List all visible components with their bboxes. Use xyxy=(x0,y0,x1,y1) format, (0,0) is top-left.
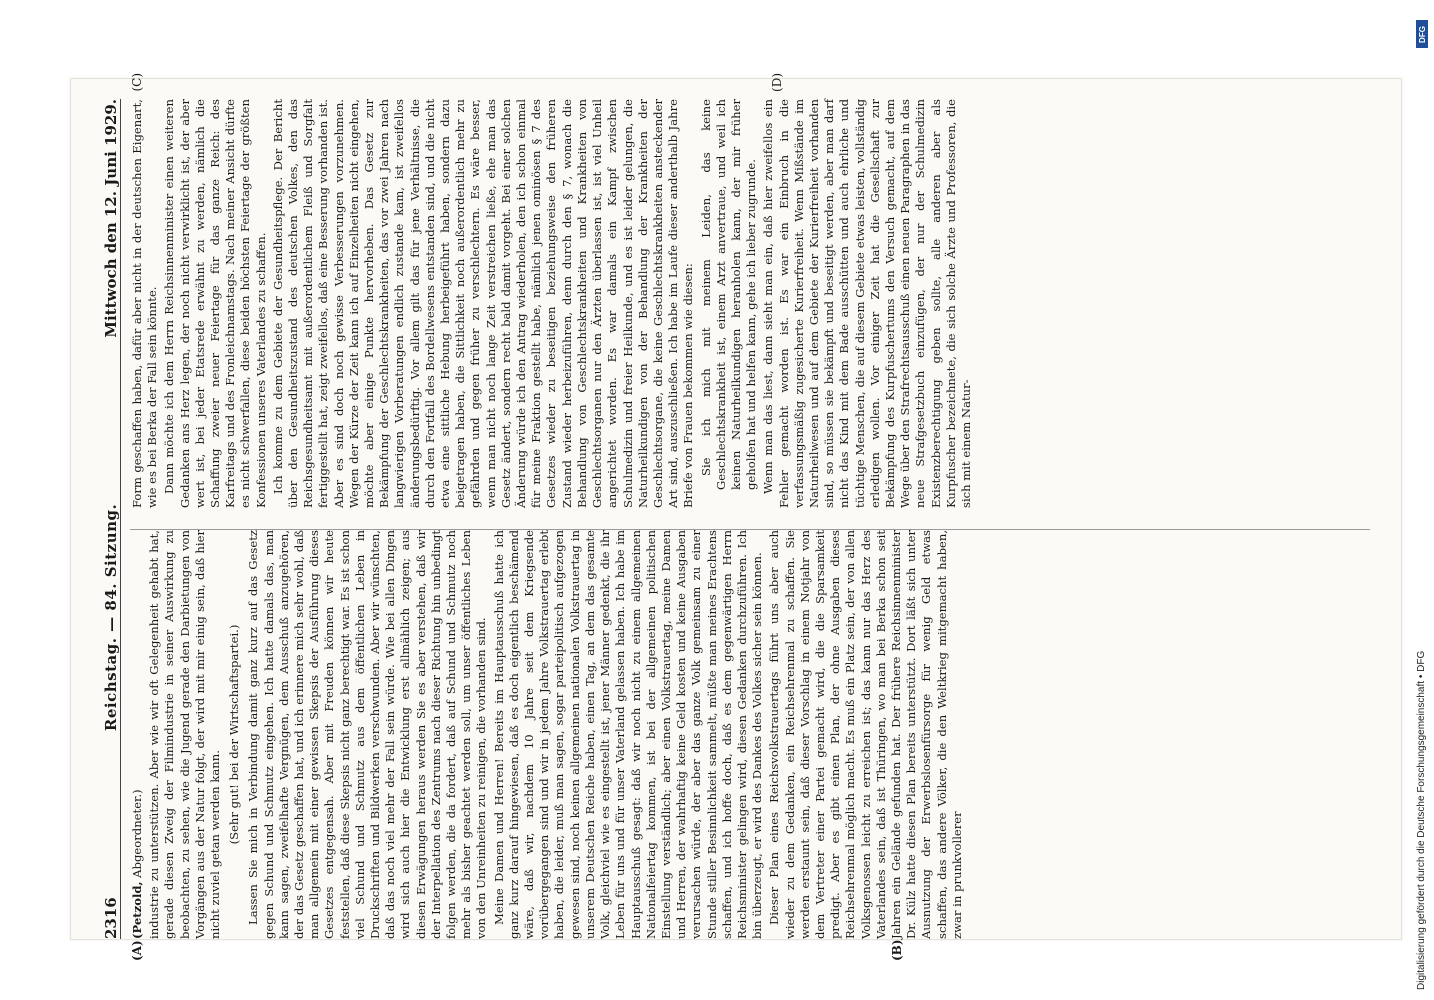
paragraph: Dieser Plan eines Reichsvolkstrauertags führt uns aber auch wieder zu dem Gedanken, ein Reichsehrenmal zu schaffen. Sie werden erstaunt sein, daß dieser Vorschlag in einem Notjahr von dem Vertreter einer Partei gemacht wird, die die Sparsamkeit predigt. Aber es gibt einen Plan, der ohne Ausgaben dieses Reichsehrenmal möglich macht. Es muß ein Platz sein, der von allen Volksgenossen leicht zu erreichen ist; das kann nur das Herz des Vaterlandes sein, daß ist Thüringen, wo man bei Berka schon seit Jahren ein Gelände gefunden hat. Der frühere Reichsinnenminister Dr. Külz hatte diesen Plan bereits unterstützt. Dort läßt sich unter Ausnutzung der Erwerbslosenfürsorge für wenig Geld etwas schaffen, das andere Völker, die den Weltkrieg mitgemacht haben, zwar in prunkvollerer xyxy=(767,530,964,939)
quoted-letter: Sie ich mich mit meinem Leiden, das keine Geschlechtskrankheit ist, einem Arzt anvertraue, und weil ich keinen Naturheilkundigen heranholen kann, der mir früher geholfen hat und helfen kann, gehe ich lieber zugrunde. xyxy=(698,99,759,490)
session-date: Mittwoch den 12. Juni 1929. xyxy=(102,99,120,338)
dfg-logo: DFG xyxy=(1416,20,1428,48)
paragraph: Form geschaffen haben, dafür aber nicht in der deutschen Eigenart, wie es bei Berka der Fall sein könnte. xyxy=(130,99,160,508)
paragraph: Meine Damen und Herren! Bereits im Hauptausschuß hatte ich ganz kurz darauf hingewiesen, daß es doch eigentlich beschämend wäre, daß wir, nachdem 10 Jahre seit dem Kriegsende vorübergegangen sind und wir in jedem Jahre Volkstrauertag erlebt haben, die leider, muß man sagen, sogar parteipolitisch aufgezogen gewesen sind, noch keinen allgemeinen nationalen Volkstrauertag in unserem Deutschen Reiche haben, einen Tag, an dem das gesamte Volk, gleichviel wie es eingestellt ist, jener Männer gedenkt, die ihr Leben für uns und für unser Vaterland gelassen haben. Ich habe im Hauptausschuß gesagt: daß wir noch nicht zu einem allgemeinen Nationalfeiertag kommen, ist bei der allgemeinen politischen Einstellung verständlich; aber einen Volkstrauertag, meine Damen und Herren, der wahrhaftig keine Geld kosten und keine Ausgaben verursachen würde, der aber das ganze Volk gemeinsam zu einer Stunde stiller Besinnlichkeit sammelt, müßte man meines Erachtens schaffen, und ich hoffe doch, daß es dem gegenwärtigen Herrn Reichsminister gelingen wird, diesen Gedanken durchzuführen. Ich bin überzeugt, er wird des Dankes des Volkes sicher sein können. xyxy=(491,530,765,939)
speaker-line xyxy=(130,530,145,939)
paragraph: Wenn man das liest, dann sieht man ein, daß hier zweifellos ein Fehler gemacht worden ist. Es war ein Einbruch in die verfassungsmäßig zugesicherte Kurierfreiheit. Wenn Mißstände im Naturheilwesen und auf dem Gebiete der Kurierfreiheit vorhanden sind, so müssen sie bekämpft und beseitigt werden, aber man darf nicht das Kind mit dem Bade ausschütten und auch ehrliche und tüchtige Menschen, die auf diesem Gebiete etwas leisten, vollständig erledigen wollen. Vor einiger Zeit hat die Gesellschaft zur Bekämpfung des Kurpfuschertums den Versuch gemacht, auf dem Wege über den Strafrechtsausschuß einen neuen Paragraphen in das neue Strafgesetzbuch einzufügen, der nur der Schulmedizin Existenzberechtigung geben sollte, alle anderen aber als Kurpfuscher bezeichnete, die sich solche Ärzte und Professoren, die sich mit einem Natur- xyxy=(761,99,973,508)
column-right xyxy=(130,73,1380,508)
paragraph: Ich komme zu dem Gebiete der Gesundheitspflege. Der Bericht über den Gesundheitszustand des deutschen Volkes, den das Reichsgesundheitsamt mit außerordentlichem Fleiß und Sorgfalt fertiggestellt hat, zeigt zweifellos, daß eine Besserung vorhanden ist. Aber es sind doch noch gewisse Verbesserungen vorzunehmen. Wegen der Kürze der Zeit kann ich auf Einzelheiten nicht eingehen, möchte aber einige Punkte hervorheben. Das Gesetz zur Bekämpfung der Geschlechtskrankheiten, das vor zwei Jahren nach langwierigen Vorberatungen endlich zustande kam, ist zweifellos änderungsbedürftig. Vor allem gilt das für jene Verhältnisse, die durch den Fortfall des Bordellwesens entstanden sind, und die nicht etwa eine sittliche Hebung herbeigeführt haben, sondern dazu beigetragen haben, die Sittlichkeit noch außerordentlich mehr zu gefährden und gegen früher zu verschlechtern. Es wäre besser, wenn man nicht noch lange Zeit verstreichen ließe, ehe man das Gesetz ändert, sondern recht bald damit vorgeht. Bei einer solchen Änderung würde ich den Antrag wiederholen, den ich schon einmal für meine Fraktion gestellt habe, nämlich jenen ominösen § 7 des Gesetzes wieder zu beseitigen beziehungsweise den früheren Zustand wieder herbeizuführen, denn durch den § 7, wonach die Behandlung von Geschlechtskrankheiten und Krankheiten von Geschlechtsorganen nur den Ärzten überlassen ist, ist viel Unheil angerichtet worden. Es war damals ein Kampf zwischen Schulmedizin und freier Heilkunde, und es ist leider gelungen, die Naturheilkundigen von der Behandlung der Krankheiten der Geschlechtsorgane, die keine Geschlechtskrankheiten ansteckender Art sind, auszuschließen. Ich habe im Laufe dieser anderthalb Jahre Briefe von Frauen bekommen wie diesen: xyxy=(270,99,696,508)
dfg-watermark xyxy=(1416,10,1428,990)
scanned-page xyxy=(70,73,1402,961)
paragraph: Lassen Sie mich in Verbindung damit ganz kurz auf das Gesetz gegen Schund und Schmutz eingehen. Ich hatte damals das, man kann sagen, zweifelhafte Vergnügen, dem Ausschuß anzugehören, der das Gesetz geschaffen hat, und ich erinnere mich sehr wohl, daß man allgemein mit einer gewissen Skepsis der Ausführung dieses Gesetzes entgegensah. Aber mit Freuden können wir heute feststellen, daß diese Skepsis nicht ganz berechtigt war. Es ist schon viel Schund und Schmutz aus dem öffentlichen Leben in Druckschriften und Bildwerken verschwunden. Aber wir wünschten, daß das noch viel mehr der Fall sein würde. Wie bei allen Dingen wird sich auch hier die Entwicklung erst allmählich zeigen; aus diesen Erwägungen heraus werden Sie es aber verstehen, daß wir der Interpellation des Zentrums nach dieser Richtung hin unbedingt folgen werden, die da fordert, daß auf Schund und Schmutz noch mehr als bisher geachtet werden soll, um unser öffentliches Leben von den Unreinheiten zu reinigen, die vorhanden sind. xyxy=(246,530,489,939)
column-left xyxy=(130,530,1380,961)
paragraph: Dann möchte ich dem Herrn Reichsinnenminister einen weiteren Gedanken ans Herz legen, der noch nicht verwirklicht ist, der aber wert ist, bei jeder Etatsrede erwähnt zu werden, nämlich die Schaffung zweier neuer Feiertage für das ganze Reich: des Karfreitags und des Fronleichnamstags. Nach meiner Ansicht dürfte es nicht schwerfallen, diese beiden höchsten Feiertage der größten Konfessionen unseres Vaterlandes zu schaffen. xyxy=(162,99,268,508)
paragraph: industrie zu unterstützen. Aber wie wir oft Gelegenheit gehabt hat, gerade diesen Zweig der Filmindustrie in seiner Auswirkung zu beobachten, zu sehen, wie die Jugend gerade den Darbietungen von Vorgängen aus der Natur folgt, der wird mit mir einig sein, daß hier nicht zuviel getan werden kann. xyxy=(147,530,223,939)
speaker-role: Abgeordneter.) xyxy=(130,789,144,878)
text-columns xyxy=(130,73,1380,961)
rotated-document-page xyxy=(86,73,1386,961)
margin-marker-d: (D) xyxy=(770,73,784,92)
speaker-name: (Petzold, xyxy=(130,881,144,939)
page-header xyxy=(86,99,121,939)
dfg-credit-text: Digitalisierung gefördert durch die Deutsche Forschungsgemeinschaft • DFG xyxy=(1416,650,1427,990)
margin-marker-b: (B) xyxy=(890,939,904,961)
interjection: (Sehr gut! bei der Wirtschaftspartei.) xyxy=(227,624,242,845)
margin-marker-c: (C) xyxy=(130,73,144,92)
margin-marker-a: (A) xyxy=(130,940,144,961)
session-title: Reichstag. — 84. Sitzung. xyxy=(102,503,120,732)
page-number: 2316 xyxy=(102,897,120,939)
